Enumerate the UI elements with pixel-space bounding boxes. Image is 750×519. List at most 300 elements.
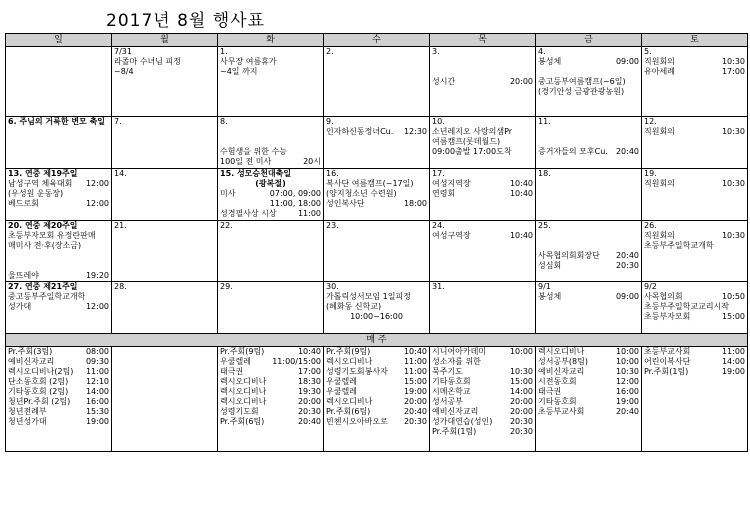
weekly-event-line (6, 347, 111, 357)
event-time: 10:40 (509, 189, 533, 198)
day-date: 17. (432, 169, 445, 178)
day-date: 16. (326, 169, 339, 178)
day-date: 15. 성모승천대축일 (220, 169, 292, 178)
weekly-cell (6, 347, 112, 452)
event-time: 11:00, 18:00 (269, 199, 321, 208)
event-time: 20:00 (403, 397, 427, 406)
event-time: 20:30 (403, 417, 427, 426)
event-title: 성서공부 (432, 397, 463, 406)
event-line (6, 241, 111, 251)
event-title: Pr.주회(1팀) (432, 427, 477, 436)
event-title: 기타동호회 (432, 377, 471, 386)
event-line (218, 209, 323, 219)
event-line (6, 302, 111, 312)
day-date: 2. (326, 47, 334, 56)
event-title: 묵주기도 (432, 367, 463, 376)
event-line (6, 292, 111, 302)
day-cell (218, 47, 324, 117)
weekly-event-line (6, 397, 111, 407)
weekly-event-line (536, 387, 641, 397)
day-cell (6, 47, 112, 117)
event-line (218, 127, 323, 137)
weekly-cell (536, 347, 642, 452)
weekly-cell (642, 347, 748, 452)
day-cell (536, 282, 642, 334)
event-title (538, 241, 639, 251)
event-title: 유아세례 (644, 67, 675, 76)
event-title: 성소자를 위한 (432, 357, 481, 366)
event-title: 렉시오디비나 (326, 397, 373, 406)
event-time: 20:00 (509, 397, 533, 406)
weekly-cell (218, 347, 324, 452)
event-line (6, 199, 111, 209)
event-line (218, 147, 323, 157)
event-time: 18:00 (403, 199, 427, 208)
weekly-event-line (536, 407, 641, 417)
event-time: 12:10 (85, 377, 109, 386)
event-line (218, 157, 323, 167)
event-time: 20:40 (615, 407, 639, 416)
day-date: 4. (538, 47, 546, 56)
event-title: 직원회의 (644, 179, 675, 188)
page-title: 2017년 8월 행사표 (106, 11, 265, 31)
event-line (324, 179, 429, 189)
weekly-event-line (218, 407, 323, 417)
weekly-event-line (218, 357, 323, 367)
day-cell (642, 221, 748, 282)
day-date: 27. 연중 제21주일 (8, 282, 78, 291)
event-title: 초등부자모회 유정란판매 (8, 231, 96, 240)
weekday-header: 토 (642, 34, 748, 47)
event-title: 사목협의회회장단 (538, 251, 600, 260)
event-time: 19:20 (85, 271, 109, 280)
day-cell (430, 221, 536, 282)
event-line (324, 302, 429, 312)
event-time: 20:00 (509, 407, 533, 416)
weekly-event-line (6, 387, 111, 397)
weekly-event-line (430, 397, 535, 407)
day-date: 21. (114, 221, 127, 230)
week-row (6, 117, 748, 169)
event-title: 성가대연습(성인) (432, 417, 493, 426)
weekly-event-line (324, 417, 429, 427)
event-line (430, 147, 535, 157)
weekly-event-line (218, 387, 323, 397)
day-cell (324, 221, 430, 282)
event-title: 청년전례부 (8, 407, 47, 416)
event-time: 15:00 (721, 312, 745, 321)
day-date: 26. (644, 221, 657, 230)
event-title: 직원회의 (644, 57, 675, 66)
event-title: Pr.주회(3팀) (8, 347, 53, 356)
event-title: 성령기도회봉사자 (326, 367, 388, 376)
event-title: 단소동호회 (2팀) (8, 377, 69, 386)
event-title: 빈첸시오아바오로 (326, 417, 388, 426)
event-time: 14:00 (509, 387, 533, 396)
day-date: 24. (432, 221, 445, 230)
day-cell (430, 282, 536, 334)
event-time: 10:00 (615, 347, 639, 356)
event-time: 20:40 (615, 251, 639, 260)
event-title: 기타동호회 (2팀) (8, 387, 69, 396)
event-line (536, 147, 641, 157)
day-date: 25. (538, 221, 551, 230)
event-title: 라졸마 수녀님 피정 (114, 57, 181, 66)
day-cell (430, 117, 536, 169)
event-time: 11:00 (297, 209, 321, 218)
event-time: 19:00 (403, 387, 427, 396)
day-date: 3. (432, 47, 440, 56)
event-time: 10:00 (509, 347, 533, 356)
event-title: 성서공부(8팀) (538, 357, 588, 366)
event-line (112, 57, 217, 67)
event-title (220, 137, 321, 147)
event-title: 태극권 (538, 387, 562, 396)
event-title: 수험생을 위한 수능 (220, 147, 287, 156)
day-cell (6, 221, 112, 282)
day-date: 19. (644, 169, 657, 178)
day-cell (6, 117, 112, 169)
event-title: 인자하신동정녀Cu. (326, 127, 394, 136)
event-title: 기타동호회 (538, 397, 577, 406)
event-line (642, 302, 747, 312)
day-date: 20. 연중 제20주일 (8, 221, 78, 230)
event-time: 14:00 (721, 357, 745, 366)
weekday-header: 일 (6, 34, 112, 47)
event-time: 10:30 (615, 367, 639, 376)
event-line (324, 127, 429, 137)
event-title: ~8/4 (114, 67, 134, 76)
weekly-event-line (218, 367, 323, 377)
event-time: 20시 (303, 157, 321, 166)
event-title: 렉시오디비나 (220, 387, 267, 396)
day-cell (112, 117, 218, 169)
day-date: 9/1 (538, 282, 551, 291)
event-time: 10:30 (721, 231, 745, 240)
event-title: 우쿨렐레 (326, 387, 357, 396)
event-title (538, 137, 639, 147)
event-time: 09:00 (615, 292, 639, 301)
event-line (218, 67, 323, 77)
event-line (642, 292, 747, 302)
event-line (642, 127, 747, 137)
event-line (6, 271, 111, 281)
week-row (6, 47, 748, 117)
weekly-event-line (430, 387, 535, 397)
event-title: 렉시오디비나(2팀) (8, 367, 74, 376)
event-time: 14:00 (85, 387, 109, 396)
weekday-header: 화 (218, 34, 324, 47)
event-time: 15:00 (509, 377, 533, 386)
event-title: 예비신자교리 (432, 407, 479, 416)
event-title: 매미사 전·후(장소금) (8, 241, 82, 250)
event-title: 직원회의 (644, 231, 675, 240)
event-title: (양지청소년 수련원) (326, 189, 397, 198)
event-line (430, 57, 535, 67)
event-time: 10:30 (721, 127, 745, 136)
event-line (642, 312, 747, 322)
weekly-event-line (430, 377, 535, 387)
event-time: 11:00 (721, 347, 745, 356)
weekly-cell (112, 347, 218, 452)
event-line (112, 67, 217, 77)
event-title (220, 199, 270, 209)
weekly-header: 매 주 (6, 334, 748, 347)
weekly-event-line (6, 377, 111, 387)
day-cell (536, 47, 642, 117)
event-line (430, 67, 535, 77)
event-title: 성경필사상 시상 (220, 209, 277, 218)
event-time: 20:40 (403, 407, 427, 416)
event-title (432, 57, 533, 67)
weekly-event-line (642, 367, 747, 377)
event-line (218, 57, 323, 67)
event-time: 10:00 (615, 357, 639, 366)
event-title: 소년레지오 사랑의샘Pr (432, 127, 513, 136)
day-cell (218, 221, 324, 282)
event-time: 10:50 (721, 292, 745, 301)
event-line (324, 199, 429, 209)
day-date: 8. (220, 117, 228, 126)
weekly-event-line (218, 377, 323, 387)
event-title: 초등부주일학교개학 (644, 241, 714, 250)
event-title: 성인복사단 (326, 199, 365, 208)
weekly-event-line (430, 417, 535, 427)
event-time: 17:00 (721, 67, 745, 76)
event-time: 10:40 (403, 347, 427, 356)
event-time: 12:00 (85, 302, 109, 311)
day-date: 12. (644, 117, 657, 126)
event-line (642, 179, 747, 189)
event-title: 성가대 (8, 302, 32, 311)
event-line (536, 231, 641, 241)
event-title: 성령기도회 (220, 407, 259, 416)
event-title: 사목협의회 (644, 292, 683, 301)
weekly-event-line (6, 417, 111, 427)
event-time: 18:30 (297, 377, 321, 386)
event-time: 15:30 (85, 407, 109, 416)
day-cell (6, 282, 112, 334)
weekly-event-line (6, 367, 111, 377)
event-title: 렉시오디비나 (220, 377, 267, 386)
event-title: 중고등부주일학교개학 (8, 292, 86, 301)
event-title: 렉시오디비나 (220, 397, 267, 406)
event-title: Pr.주회(9팀) (326, 347, 371, 356)
event-line (6, 251, 111, 261)
event-title: 시메온학교 (432, 387, 471, 396)
event-title (8, 261, 109, 271)
weekly-event-line (430, 407, 535, 417)
day-date: 11. (538, 117, 551, 126)
event-time: 10:40 (509, 179, 533, 188)
day-cell (218, 169, 324, 221)
event-line (218, 179, 323, 189)
event-time: 19:00 (85, 417, 109, 426)
event-line (430, 77, 535, 87)
event-line (536, 67, 641, 77)
event-title: 베드로회 (8, 199, 39, 208)
weekday-header-row (6, 34, 748, 47)
event-time: 10:40 (509, 231, 533, 240)
event-title: 봉성체 (538, 292, 562, 301)
event-line (536, 292, 641, 302)
event-title: 초등부자모회 (644, 312, 691, 321)
weekly-event-line (6, 357, 111, 367)
event-line (642, 67, 747, 77)
event-title: Pr.주회(6팀) (220, 417, 265, 426)
event-title: 초등부주일학교교리시작 (644, 302, 730, 311)
day-cell (324, 282, 430, 334)
event-line (430, 137, 535, 147)
day-cell (324, 117, 430, 169)
week-row (6, 221, 748, 282)
day-cell (536, 221, 642, 282)
event-title: (광복절) (255, 179, 286, 188)
weekly-event-line (324, 397, 429, 407)
weekly-event-line (536, 347, 641, 357)
event-title: 우쿨렐레 (220, 357, 251, 366)
event-title (538, 127, 639, 137)
event-title: ~4일 까지 (220, 67, 258, 76)
event-title: Pr.주회(1팀) (644, 367, 689, 376)
day-cell (112, 47, 218, 117)
event-time: 12:30 (403, 127, 427, 136)
event-title: 청년성가대 (8, 417, 47, 426)
weekly-event-line (324, 347, 429, 357)
event-line (536, 77, 641, 87)
event-time: 17:00 (297, 367, 321, 376)
event-title: 울뜨레야 (8, 271, 39, 280)
event-title: 예비신자교리 (8, 357, 55, 366)
weekday-header: 목 (430, 34, 536, 47)
event-line (536, 87, 641, 97)
event-time: 20:30 (297, 407, 321, 416)
event-line (536, 261, 641, 271)
day-cell (112, 221, 218, 282)
event-time: 12:00 (615, 377, 639, 386)
day-cell (112, 169, 218, 221)
day-date: 30. (326, 282, 339, 291)
event-time: 07:00, 09:00 (269, 189, 321, 198)
day-date: 1. (220, 47, 228, 56)
event-title: 사무장 여름휴가 (220, 57, 277, 66)
weekly-header-row (6, 334, 748, 347)
event-title: 연령회 (432, 189, 456, 198)
event-line (6, 189, 111, 199)
event-line (536, 127, 641, 137)
day-date: 7. (114, 117, 122, 126)
event-title (538, 231, 639, 241)
event-title: 중고등부여름캠프(~6일) (538, 77, 626, 86)
event-title: (우성원 운동장) (8, 189, 64, 198)
event-title: 우쿨렐레 (326, 377, 357, 386)
event-title: 초등부교사회 (538, 407, 585, 416)
event-time: 20:40 (615, 147, 639, 156)
event-line (6, 261, 111, 271)
event-time: 20:00 (509, 77, 533, 86)
event-time: 16:00 (85, 397, 109, 406)
event-title: 시전동호회 (538, 377, 577, 386)
day-cell (430, 169, 536, 221)
event-line (218, 199, 323, 209)
weekly-event-line (324, 407, 429, 417)
event-title: 예비신자교리 (538, 367, 585, 376)
day-date: 9. (326, 117, 334, 126)
weekly-cell (324, 347, 430, 452)
event-time: 15:00 (403, 377, 427, 386)
weekly-event-line (6, 407, 111, 417)
day-date: 5. (644, 47, 652, 56)
weekly-event-line (536, 377, 641, 387)
event-title: 미사 (220, 189, 236, 198)
event-title: 증거자들의 모후Cu. (538, 147, 608, 156)
day-date: 9/2 (644, 282, 657, 291)
day-cell (642, 282, 748, 334)
event-title: 여성지역장 (432, 179, 471, 188)
weekly-event-line (430, 347, 535, 357)
event-title: 성시간 (432, 77, 456, 86)
week-row (6, 169, 748, 221)
event-title: 남성구역 체육대회 (8, 179, 73, 188)
weekly-event-line (642, 347, 747, 357)
event-line (536, 57, 641, 67)
event-time: 20:30 (509, 417, 533, 426)
day-date: 28. (114, 282, 127, 291)
event-time: 19:00 (721, 367, 745, 376)
event-line (324, 292, 429, 302)
event-line (536, 241, 641, 251)
day-date: 6. 주님의 거룩한 변모 축일 (8, 117, 106, 126)
day-cell (642, 117, 748, 169)
event-line (642, 231, 747, 241)
weekly-event-line (536, 397, 641, 407)
event-title: 렉시오디비나 (538, 347, 585, 356)
day-date: 29. (220, 282, 233, 291)
event-line (430, 127, 535, 137)
event-time: 20:30 (615, 261, 639, 270)
event-title (432, 67, 533, 77)
event-title: 10:00~16:00 (350, 312, 403, 321)
event-line (218, 189, 323, 199)
event-line (6, 179, 111, 189)
weekly-event-line (324, 377, 429, 387)
event-title: 여성구역장 (432, 231, 471, 240)
weekly-event-line (536, 367, 641, 377)
event-time: 10:30 (509, 367, 533, 376)
event-title: 청년Pr.주회 (2팀) (8, 397, 71, 406)
event-time: 12:00 (85, 199, 109, 208)
day-cell (218, 117, 324, 169)
weekly-event-line (430, 427, 535, 437)
event-title: 직원회의 (644, 127, 675, 136)
event-time: 12:00 (85, 179, 109, 188)
event-title: 가톨릭성서모임 1일피정 (326, 292, 411, 301)
event-title: 여름캠프(롯데월드) (432, 137, 501, 146)
event-time: 20:40 (297, 417, 321, 426)
event-title: 시니어아카데미 (432, 347, 487, 356)
event-time: 20:30 (509, 427, 533, 436)
event-time: 10:30 (721, 179, 745, 188)
weekly-event-line (324, 367, 429, 377)
event-line (642, 57, 747, 67)
event-time: 16:00 (615, 387, 639, 396)
event-time: 11:00 (85, 367, 109, 376)
event-line (642, 241, 747, 251)
day-date: 10. (432, 117, 445, 126)
event-title (8, 251, 109, 261)
event-time: 19:00 (615, 397, 639, 406)
weekly-event-line (324, 357, 429, 367)
